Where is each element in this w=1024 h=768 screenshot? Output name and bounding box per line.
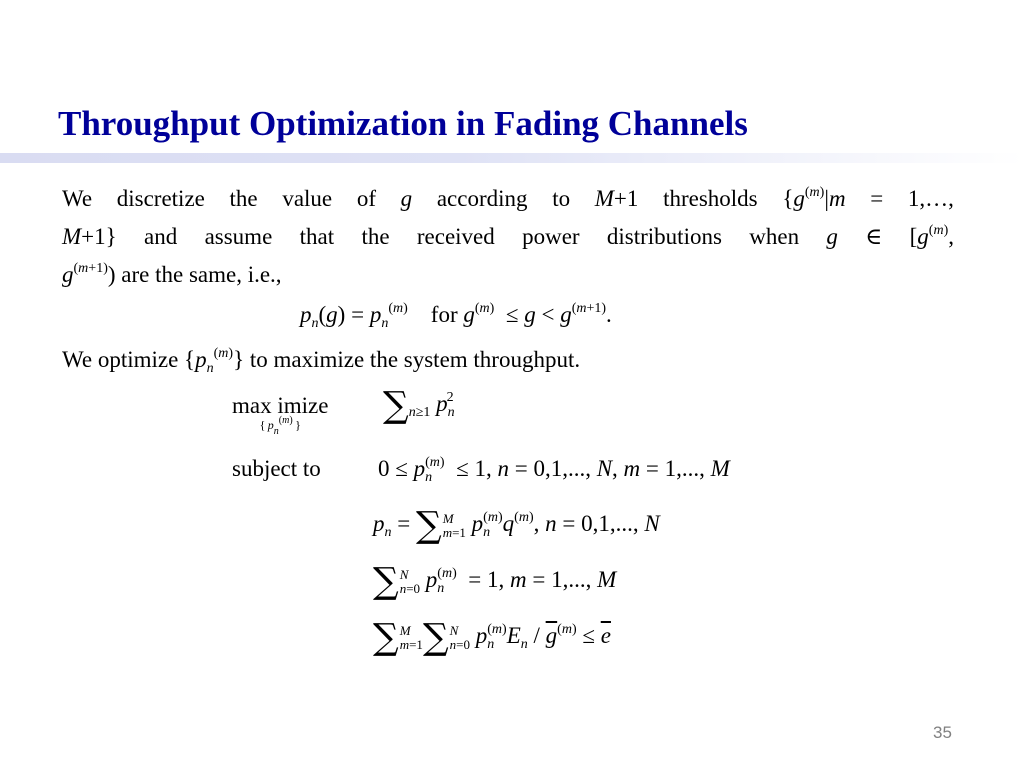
page-number: 35	[933, 723, 952, 742]
constraint-2: $p_n$ = ∑ M m=1 $p_n^{(m)}q^{(m)}$, n = 0,1,..., N	[373, 505, 660, 546]
paragraph-line-2: M+1} and assume that the received power distributions when g ∈ [$g^{(m)}$,	[62, 223, 954, 249]
paragraph-line-1: We discretize the value of g according to M+1 thresholds {$g^{(m)}|m$ = 1,…,	[62, 185, 954, 211]
threshold-equation: $p_n(g) = p_n^{(m)}$ for $g^{(m)} \le g < g^{(m+1)}$.	[300, 301, 612, 331]
subject-to-label: subject to	[232, 456, 321, 481]
optimize-sentence: We optimize $\{p_n^{(m)}\}$ to maximize the system throughput.	[62, 346, 581, 376]
constraint-3: ∑ N n=0 $p_n^{(m)} = 1$, m = 1,..., M	[373, 561, 617, 602]
title-underline-bar	[0, 153, 1024, 163]
constraint-4: ∑ M m=1 ∑ N n=0 $p_n^{(m)}E_n / \overline{g}^{(m)} \le \overline{e}$	[373, 617, 611, 658]
slide-title: Throughput Optimization in Fading Channels	[58, 104, 748, 143]
maximize-label: max imize { $p_n^{(m)}$ }	[232, 393, 329, 437]
objective-expression: $\sum_{n\ge 1}$ $p_n^2$	[383, 385, 455, 426]
paragraph-line-3: $g^{(m+1)}$) are the same, i.e.,	[62, 261, 282, 287]
constraint-1: $0 \le p_n^{(m)} \le 1$, n = 0,1,..., N, m = 1,..., M	[378, 455, 730, 485]
